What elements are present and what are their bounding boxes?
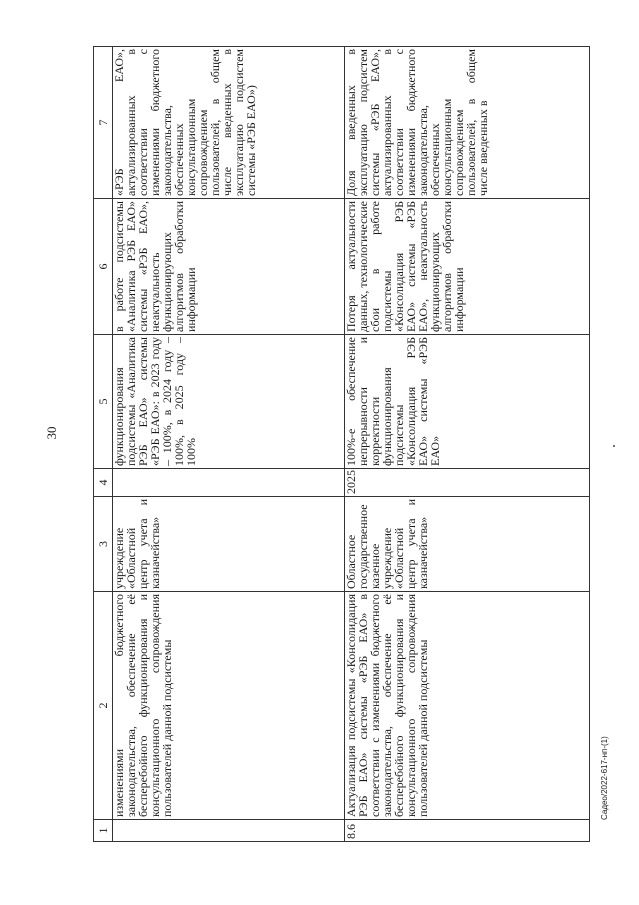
cell-responsible: Областное государственное казенное учреждение «Областной центр учета и казначейства» (345, 497, 590, 592)
cell-indicator: Доля введенных в эксплуатацию подсистем системы «РЭБ ЕАО», актуализированных в соответствии с изменениями бюджетного законодательства, обеспеченных консультационным сопровождением пользователей, в общем числе введенных в (345, 47, 590, 199)
table-row (345, 47, 590, 842)
cell-number: 8.6 (345, 820, 590, 842)
header-col-6: 6 (94, 199, 113, 335)
scan-dot (613, 445, 615, 447)
page-number: 30 (44, 426, 59, 440)
cell-deadline: 2025 (345, 469, 590, 497)
table-header-row (94, 47, 113, 842)
document-id: Садео/2022-617-нп-(1) (600, 736, 609, 820)
header-col-4: 4 (94, 469, 113, 497)
cell-responsible: учреждение «Областной центр учета и казначейства» (113, 497, 345, 592)
program-table (93, 46, 590, 842)
header-col-2: 2 (94, 592, 113, 820)
cell-event: Актуализация подсистемы «Консолидация РЭБ ЕАО» системы «РЭБ ЕАО» в соответствии с изменениями бюджетного законодательства, обеспечение её бесперебойного функционирования и консультационного сопровождения пользователей данной подсистемы (345, 592, 590, 820)
cell-expected-result: 100%-е обеспечение непрерывности и корректности функционирования подсистемы «Консолидация РЭБ ЕАО» системы «РЭБ ЕАО» (345, 335, 590, 469)
header-col-5: 5 (94, 335, 113, 469)
cell-indicator: «РЭБ ЕАО», актуализированных в соответствии с изменениями бюджетного законодательства, обеспеченных консультационным сопровождением пользователей, в общем числе введенных в эксплуатацию подсистем системы «РЭБ ЕАО») (113, 47, 345, 199)
cell-consequences: в работе подсистемы «Аналитика РЭБ ЕАО» системы «РЭБ ЕАО», неактуальность функционирующих алгоритмов обработки информации (113, 199, 345, 335)
header-col-3: 3 (94, 497, 113, 592)
cell-consequences: Потеря актуальности данных, технологические сбои в работе подсистемы «Консолидация РЭБ ЕАО» системы «РЭБ ЕАО», неактуальность функционирующих алгоритмов обработки информации (345, 199, 590, 335)
header-col-7: 7 (94, 47, 113, 199)
cell-number (113, 820, 345, 842)
cell-event: изменениями бюджетного законодательства, обеспечение её бесперебойного функционирования и консультационного сопровождения пользователей данной подсистемы (113, 592, 345, 820)
header-col-1: 1 (94, 820, 113, 842)
cell-deadline (113, 469, 345, 497)
rotated-table-container (93, 47, 590, 842)
table-row (113, 47, 345, 842)
cell-expected-result: функционирования подсистемы «Аналитика РЭБ ЕАО» системы «РЭБ ЕАО»: в 2023 году – 100%, в 2024 году – 100%, в 2025 году – 100% (113, 335, 345, 469)
